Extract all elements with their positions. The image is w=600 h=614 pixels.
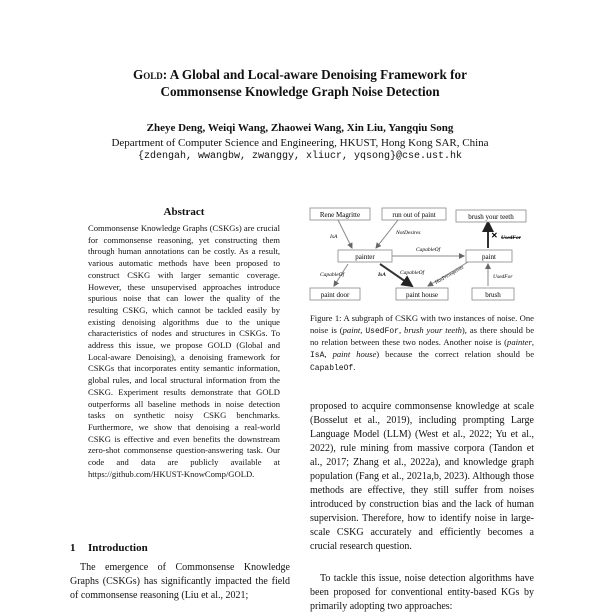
affiliation: Department of Computer Science and Engineering, HKUST, Hong Kong SAR, China [111,137,489,149]
label-capableof-mid: CapableOf [400,270,425,276]
edge-notdesires [376,220,398,248]
authors: Zheye Deng, Weiqi Wang, Zhaowei Wang, Xin Liu, Yangqiu Song [146,122,454,134]
caption-capableof: CapableOf [310,363,354,373]
title-line2: Commonsense Knowledge Graph Noise Detection [160,84,440,99]
right-column-paragraph-1: proposed to acquire commonsense knowledge at scale (Bosselut et al., 2019), including prompting Large Language Model (LLM) (West et al., 2022; Yu et al., 2022), rule mining from massive corpora (Tandon et al., 2017; Zhang et al., 2022a), and knowledge graph population (Fang et al., 2021a,b, 2023). Although those methods are effective, they still suffer from noises introduced by construction bias and the lack of human supervision. Therefore, how to identify noise in large-scale CSKG accurately and efficiently becomes a crucial research question. [310,401,534,552]
cross-icon: ✕ [491,231,498,240]
caption-part2: ), as there should be no relation between these two nodes. Another noise is ( [310,324,535,348]
caption-paint-house: paint house [332,349,377,360]
email: {zdengah, wwangbw, zwanggy, xliucr, yqsong}@cse.ust.hk [137,151,463,162]
node-painter-label: painter [355,253,375,261]
label-usedfor: UsedFor [493,274,513,280]
node-brush-your-teeth-label: brush your teeth [468,213,514,221]
title-method-name: Gold [133,67,163,82]
section-number: 1 [70,542,76,554]
edge-isa-rene [338,220,352,248]
label-hasprerequisite: HasPrerequisite [434,265,466,286]
title-line1-rest: : A Global and Local-aware Denoising Framework for [162,67,467,82]
figure-caption: Figure 1: A subgraph of CSKG with two instances of noise. One noise is (paint, UsedFor, brush your teeth), as there should be no relation between these two nodes. Another noise is (painter, IsA, paint house) because the correct relation should be CapableOf. [310,313,535,373]
node-run-out-of-paint-label: run out of paint [392,211,436,219]
node-brush-label: brush [485,291,501,299]
node-paint-house-label: paint house [405,291,439,299]
caption-usedfor: UsedFor [365,326,399,336]
label-isa-noise: IsA [378,272,386,278]
label-isa: IsA [330,234,338,240]
node-rene-magritte-label: Rene Magritte [319,211,361,219]
caption-part3: ) because the correct relation should be [376,349,535,360]
label-capableof-left: CapableOf [320,272,345,278]
caption-part1: Figure 1: A subgraph of CSKG with two instances of noise. One noise is ( [310,313,534,335]
node-paint-label: paint [482,253,496,261]
section-title: Introduction [88,542,148,554]
paper-title [60,66,540,100]
caption-isa: IsA [310,351,325,361]
caption-painter: painter [507,337,532,348]
label-capableof-top: CapableOf [416,247,441,253]
figure-1 [308,204,534,304]
node-paint-door-label: paint door [320,291,350,299]
label-usedfor-noise: UsedFor [501,235,521,241]
right-column-paragraph-2: To tackle this issue, noise detection algorithms have been proposed for conventional entity-based KGs by primarily adopting two approaches: [310,573,534,612]
cskg-subgraph-diagram [308,204,534,304]
caption-end: . [353,361,356,372]
introduction-heading [70,542,148,554]
label-notdesires: NotDesires [396,230,421,236]
introduction-text: The emergence of Commonsense Knowledge Graphs (CSKGs) has significantly impacted the field of commonsense reasoning (Liu et al., 2021; [70,562,290,601]
caption-paint: paint [342,324,361,335]
abstract-heading: Abstract [163,206,205,218]
abstract-text: Commonsense Knowledge Graphs (CSKGs) are crucial for commonsense reasoning, yet constructing them through human annotations can be costly. As a result, various automatic methods have been proposed to construct CSKG with larger semantic coverage. However, these unsupervised approaches introduce spurious noise that can lower the quality of the resulting CSKG, which cannot be tackled easily by existing denoising algorithms due to the unique characteristics of nodes and structures in CSKGs. To address this issue, we propose GOLD (Global and Local-aware Denoising), a denoising framework for CSKGs that incorporates entity semantic information, global rules, and local structural information from the CSKG. Experiment results demonstrate that GOLD outperforms all baseline methods in noise detection tasks on synthetic noisy CSKG benchmarks. Furthermore, we show that denoising a real-world CSKG is effective and even benefits the downstream zero-shot commonsense question-answering task. Our code and data are publicly available at https://github.com/HKUST-KnowComp/GOLD. [88,223,280,479]
caption-brush-teeth: brush your teeth [404,324,462,335]
